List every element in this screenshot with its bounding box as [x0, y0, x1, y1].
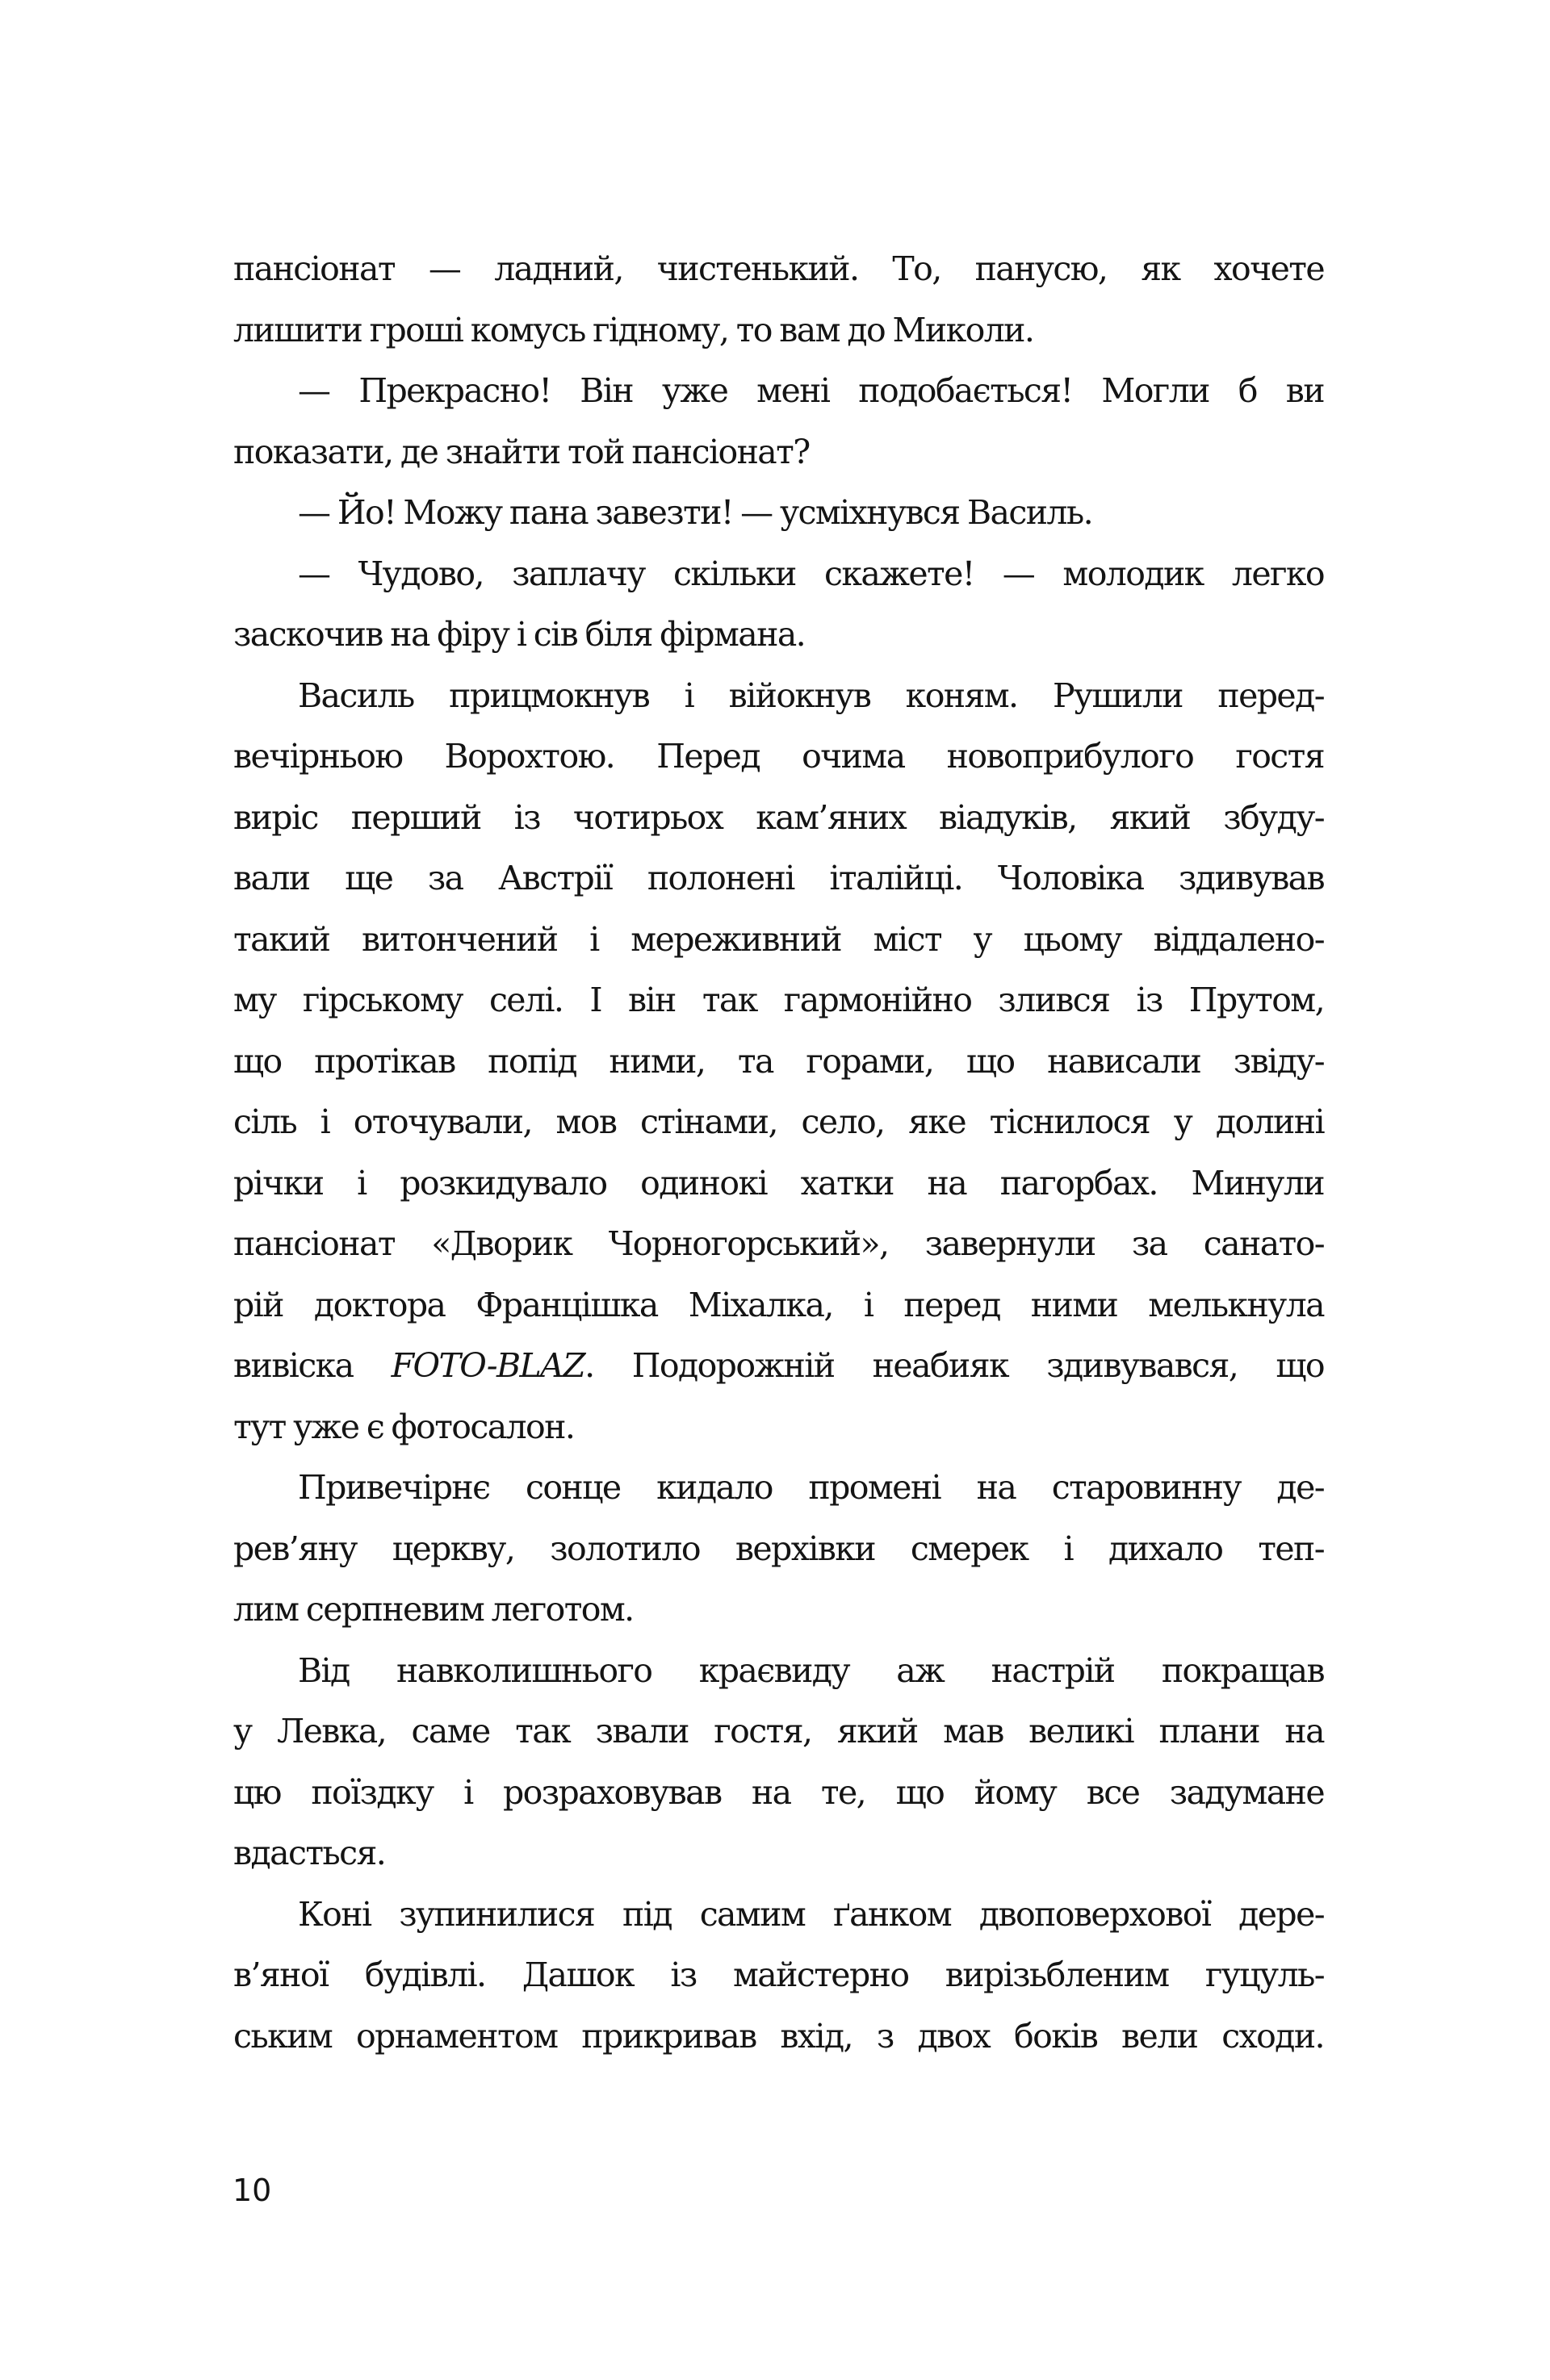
text-line: лим серпневим леготом.	[233, 1590, 634, 1629]
text-line: Василь прицмокнув і війокнув коням. Рушили перед-	[298, 676, 1324, 715]
body-text	[233, 239, 1324, 2067]
text-line: — Прекрасно! Він уже мені подобається! Могли б ви	[298, 371, 1324, 410]
paragraph	[233, 666, 1324, 1458]
italic-sign-name: FOTO-BLAZ	[391, 1346, 585, 1385]
paragraph	[233, 1884, 1324, 2068]
text-line: у Левка, саме так звали гостя, який мав великі плани на	[233, 1712, 1324, 1750]
text-line: рій доктора Францішка Міхалка, і перед ними мелькнула	[233, 1285, 1324, 1324]
paragraph-dialogue	[233, 544, 1324, 666]
text-line: вали ще за Австрії полонені італійці. Чоловіка здивував	[233, 859, 1324, 897]
text-line: — Йо! Можу пана завезти! — усміхнувся Василь.	[298, 493, 1093, 532]
paragraph-dialogue	[233, 361, 1324, 483]
text-line: Від навколишнього краєвиду аж настрій покращав	[298, 1650, 1324, 1690]
text-line: ським орнаментом прикривав вхід, з двох боків вели сходи.	[233, 2016, 1324, 2056]
text-line: вечірньою Ворохтою. Перед очима новоприбулого гостя	[233, 737, 1324, 776]
text-line: Привечірнє сонце кидало промені на старовинну де-	[298, 1468, 1324, 1507]
text-line: сіль і оточували, мов стінами, село, яке тіснилося у долині	[233, 1102, 1324, 1141]
text-line	[233, 1336, 1324, 1397]
paragraph-dialogue	[233, 483, 1324, 544]
text-line: заскочив на фіру і сів біля фірмана.	[233, 615, 806, 654]
text-line: тут уже є фотосалон.	[233, 1407, 575, 1446]
text-line: виріс перший із чотирьох кам’яних віадуків, який збуду-	[233, 797, 1324, 837]
text-line: рев’яну церкву, золотило верхівки смерек і дихало теп-	[233, 1529, 1324, 1568]
text-line: показати, де знайти той пансіонат?	[233, 432, 810, 471]
text-line: такий витончений і мереживний міст у цьому віддалено-	[233, 919, 1324, 959]
text-run: вивіска	[233, 1346, 392, 1385]
text-line: му гірському селі. І він так гармонійно злився із Прутом,	[233, 981, 1324, 1019]
text-line: пансіонат — ладний, чистенький. То, панусю, як хочете	[233, 249, 1324, 288]
text-line: пансіонат «Дворик Чорногорський», завернули за санато-	[233, 1224, 1324, 1263]
paragraph	[233, 1641, 1324, 1884]
page-number: 10	[232, 2173, 272, 2208]
text-line: лишити гроші комусь гідному, то вам до Миколи.	[233, 310, 1034, 349]
text-line: вдасться.	[233, 1834, 386, 1872]
paragraph	[233, 1458, 1324, 1641]
text-line: річки і розкидувало одинокі хатки на пагорбах. Минули	[233, 1163, 1324, 1203]
text-line: — Чудово, заплачу скільки скажете! — молодик легко	[298, 554, 1324, 593]
paragraph	[233, 239, 1324, 361]
text-line: в’яної будівлі. Дашок із майстерно вирізьбленим гуцуль-	[233, 1955, 1324, 1994]
text-line: Коні зупинилися під самим ґанком двоповерхової дере-	[298, 1894, 1324, 1934]
text-line: що протікав попід ними, та горами, що нависали звіду-	[233, 1041, 1324, 1081]
text-run: . Подорожній неабияк здивувався, що	[584, 1346, 1325, 1385]
text-line: цю поїздку і розраховував на те, що йому все задумане	[233, 1772, 1324, 1812]
